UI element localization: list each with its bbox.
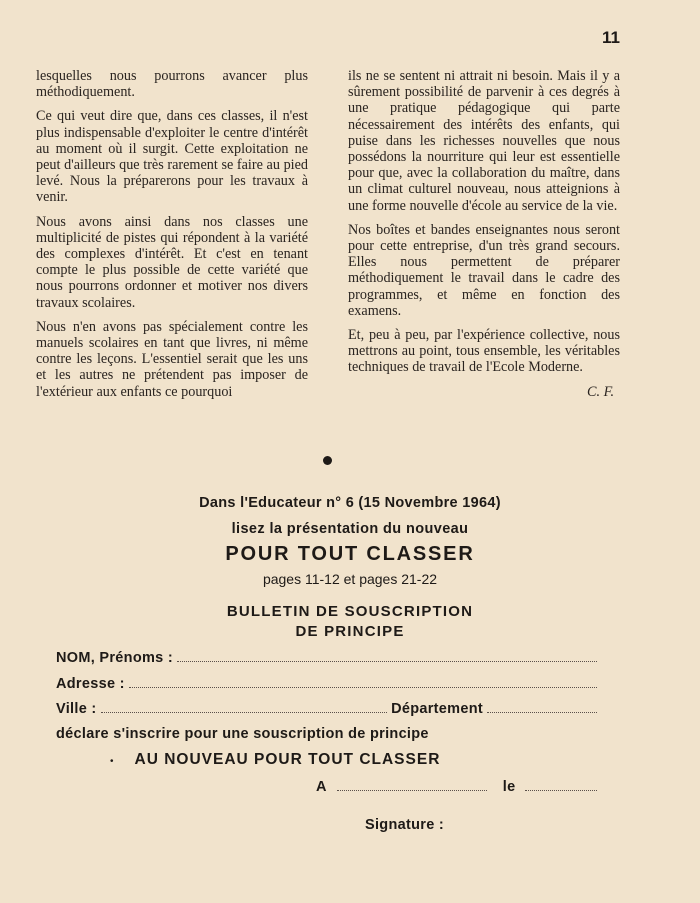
paragraph: lesquelles nous pourrons avancer plus méthodiquement. <box>36 68 308 101</box>
city-label: Ville : <box>56 701 97 717</box>
author-signoff: C. F. <box>587 383 614 400</box>
paragraph: Nous n'en avons pas spécialement contre les manuels scolaires en tant que livres, ni même contre les leçons. L'essentiel serait que les uns et les autres ne prétendent pas imposer de l'extérieur aux enfants ce pourquoi <box>36 318 308 400</box>
announcement-line: Dans l'Educateur n° 6 (15 Novembre 1964) <box>199 495 501 511</box>
bulletin-title: BULLETIN DE SOUSCRIPTION <box>226 603 474 620</box>
product-row <box>110 751 655 769</box>
announcement-line: lisez la présentation du nouveau <box>231 521 469 537</box>
place-date-row <box>316 779 601 795</box>
bullet-icon: • <box>110 756 115 767</box>
product-line: AU NOUVEAU POUR TOUT CLASSER <box>134 751 441 768</box>
date-field[interactable] <box>525 780 597 791</box>
product-title: POUR TOUT CLASSER <box>225 543 475 565</box>
date-label: le <box>502 779 516 795</box>
section-divider-dot <box>323 456 332 465</box>
declaration-row <box>56 726 601 742</box>
address-field-row <box>56 676 601 692</box>
name-field-row <box>56 650 601 666</box>
paragraph: Nos boîtes et bandes enseignantes nous seront pour cette entreprise, d'un très grand secours. Elles nous permettent de préparer méthodiquement le travail dans le cadre des programmes, et même en fonction des examens. <box>348 221 620 319</box>
place-label: A <box>316 779 327 795</box>
city-field[interactable] <box>101 702 388 713</box>
right-column <box>348 68 620 400</box>
signature-row <box>365 817 485 833</box>
name-label: NOM, Prénoms : <box>56 650 173 666</box>
signature-label: Signature : <box>365 817 445 833</box>
page-reference: pages 11-12 et pages 21-22 <box>262 571 438 587</box>
city-field-row <box>56 701 601 717</box>
name-field[interactable] <box>177 651 597 662</box>
address-field[interactable] <box>129 677 597 688</box>
declaration-text: déclare s'inscrire pour une souscription de principe <box>56 726 429 742</box>
bulletin-subtitle: DE PRINCIPE <box>295 623 405 640</box>
paragraph: ils ne se sentent ni attrait ni besoin. Mais il y a sûrement possibilité de parvenir à ces degrés à une pratique pédagogique qui parte nécessairement des intérêts des enfants, qui puise dans les richesses nouvelles que nous possédons la nourriture qui leur est essentielle pour que, avec la collaboration du maître, dans un climat culturel nouveau, nous atteignions à une forme nouvelle d'école au service de la vie. <box>348 68 620 214</box>
department-field[interactable] <box>487 702 597 713</box>
paragraph: Et, peu à peu, par l'expérience collective, nous mettrons au point, tous ensemble, les véritables techniques de travail de l'Ecole Moderne. <box>348 327 620 376</box>
left-column <box>36 68 308 408</box>
page-number: 11 <box>602 28 620 47</box>
paragraph: Ce qui veut dire que, dans ces classes, il n'est plus indispensable d'exploiter le centre d'intérêt au moment où il surgit. Cette exploitation ne peut d'ailleurs que très rarement se faire au pied levé. Nous la préparerons pour les travaux à venir. <box>36 108 308 206</box>
address-label: Adresse : <box>56 676 125 692</box>
department-label: Département <box>391 701 483 717</box>
paragraph: Nous avons ainsi dans nos classes une multiplicité de pistes qui répondent à la variété des complexes d'intérêt. Et c'est en tenant compte le plus possible de cette variété que nous pourrons ordonner et motiver nos divers travaux scolaires. <box>36 213 308 311</box>
place-field[interactable] <box>337 780 487 791</box>
